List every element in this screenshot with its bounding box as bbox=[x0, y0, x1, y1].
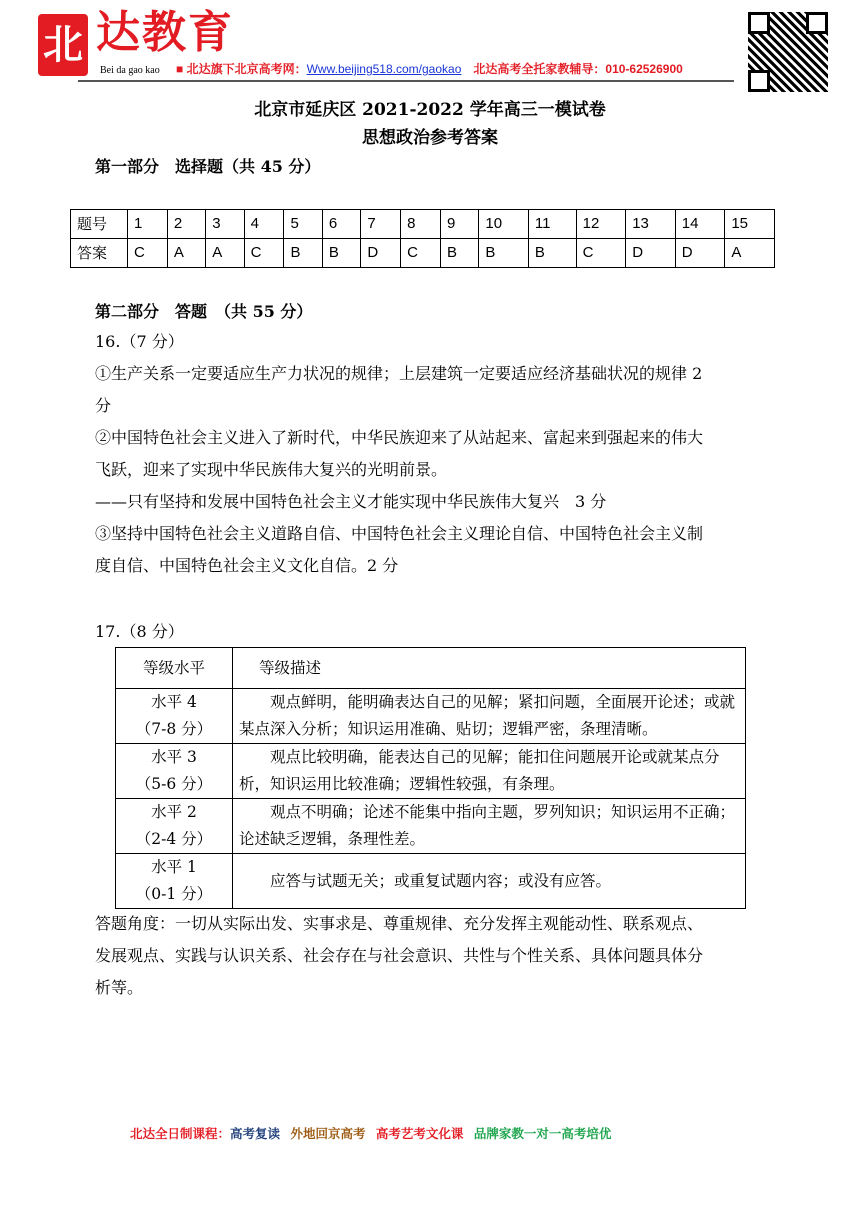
question-number: 14 bbox=[675, 210, 725, 239]
answer-angle bbox=[95, 913, 795, 999]
table-row bbox=[116, 744, 746, 799]
answer-line: 分 bbox=[95, 396, 112, 415]
answer-cell: B bbox=[440, 239, 478, 268]
qr-code bbox=[748, 12, 828, 92]
logo-name: 达教育 bbox=[96, 7, 234, 58]
description-cell: 应答与试题无关；或重复试题内容；或没有应答。 bbox=[233, 854, 746, 909]
answer-cell: D bbox=[675, 239, 725, 268]
answer-cell: D bbox=[361, 239, 401, 268]
level: 水平 1 bbox=[151, 858, 197, 876]
answer-cell: C bbox=[128, 239, 168, 268]
answer-angle-line: 发展观点、实践与认识关系、社会存在与社会意识、共性与个性关系、具体问题具体分 bbox=[95, 946, 704, 965]
question-number: 7 bbox=[361, 210, 401, 239]
q17-heading: 17.（8 分） bbox=[95, 622, 184, 641]
description-cell: 观点比较明确，能表达自己的见解；能扣住问题展开论或就某点分析，知识运用比较准确；逻辑性较强，有条理。 bbox=[233, 744, 746, 799]
q16-section bbox=[95, 331, 703, 587]
table-row: 答案 C A A C B B D C B B B C D D A bbox=[71, 239, 775, 268]
question-number: 15 bbox=[725, 210, 775, 239]
table-row bbox=[116, 799, 746, 854]
answer-line: ②中国特色社会主义进入了新时代，中华民族迎来了从站起来、富起来到强起来的伟大 bbox=[95, 428, 704, 447]
score-range: （7-8 分） bbox=[135, 720, 213, 738]
answer-line: 飞跃，迎来了实现中华民族伟大复兴的光明前景。 bbox=[95, 460, 448, 479]
question-number: 12 bbox=[576, 210, 626, 239]
question-number: 8 bbox=[401, 210, 441, 239]
question-number: 9 bbox=[440, 210, 478, 239]
question-number: 2 bbox=[167, 210, 205, 239]
answer-cell: B bbox=[284, 239, 322, 268]
q17-section bbox=[95, 621, 795, 1009]
choice-answer-table bbox=[70, 209, 775, 268]
level-cell bbox=[116, 689, 233, 744]
level-cell bbox=[116, 854, 233, 909]
answer-line: ①生产关系一定要适应生产力状况的规律；上层建筑一定要适应经济基础状况的规律 2 bbox=[95, 364, 703, 383]
answer-cell: A bbox=[206, 239, 244, 268]
table-row: 题号 1 2 3 4 5 6 7 8 9 10 11 12 13 14 15 bbox=[71, 210, 775, 239]
score-range: （2-4 分） bbox=[135, 830, 213, 848]
question-number: 10 bbox=[479, 210, 529, 239]
part1-heading: 第一部分 选择题（共 45 分） bbox=[95, 157, 321, 176]
answer-line: 度自信、中国特色社会主义文化自信。2 分 bbox=[95, 556, 399, 575]
answer-angle-line: 答题角度：一切从实际出发、实事求是、尊重规律、充分发挥主观能动性、联系观点、 bbox=[95, 914, 704, 933]
question-number: 6 bbox=[322, 210, 360, 239]
question-number: 5 bbox=[284, 210, 322, 239]
site-link[interactable]: Www.beijing518.com/gaokao bbox=[306, 62, 462, 76]
footer: 北达全日制课程：高考复读 外地回京高考 高考艺考文化课 品牌家教一对一高考培优 bbox=[130, 1127, 612, 1141]
score-range: （5-6 分） bbox=[135, 775, 213, 793]
score-range: （0-1 分） bbox=[135, 885, 213, 903]
question-number: 13 bbox=[626, 210, 676, 239]
part2-heading: 第二部分 答题 （共 55 分） bbox=[95, 302, 313, 321]
answer-line: ③坚持中国特色社会主义道路自信、中国特色社会主义理论自信、中国特色社会主义制 bbox=[95, 524, 704, 543]
answer-cell: B bbox=[479, 239, 529, 268]
logo-mark: 北 bbox=[38, 14, 88, 76]
question-number: 3 bbox=[206, 210, 244, 239]
answer-cell: B bbox=[528, 239, 576, 268]
level-cell bbox=[116, 799, 233, 854]
level-cell bbox=[116, 744, 233, 799]
page-subtitle: 思想政治参考答案 bbox=[362, 128, 498, 148]
question-number: 11 bbox=[528, 210, 576, 239]
answer-cell: C bbox=[244, 239, 284, 268]
description-cell: 观点不明确；论述不能集中指向主题，罗列知识；知识运用不正确；论述缺乏逻辑，条理性差。 bbox=[233, 799, 746, 854]
q16-heading: 16.（7 分） bbox=[95, 332, 184, 351]
question-number: 1 bbox=[128, 210, 168, 239]
header-rule bbox=[78, 80, 734, 82]
level: 水平 3 bbox=[151, 748, 197, 766]
answer-cell: A bbox=[725, 239, 775, 268]
logo-subtitle: Bei da gao kao bbox=[100, 65, 160, 76]
grading-table bbox=[115, 647, 746, 909]
table-row bbox=[116, 689, 746, 744]
answer-cell: A bbox=[167, 239, 205, 268]
answer-cell: C bbox=[401, 239, 441, 268]
answer-angle-line: 析等。 bbox=[95, 978, 144, 997]
answer-cell: B bbox=[322, 239, 360, 268]
answer-cell: C bbox=[576, 239, 626, 268]
table-row: 等级水平 等级描述 bbox=[116, 648, 746, 689]
question-number: 4 bbox=[244, 210, 284, 239]
table-row bbox=[116, 854, 746, 909]
answer-cell: D bbox=[626, 239, 676, 268]
header-site: ■ 北达旗下北京高考网：Www.beijing518.com/gaokao 北达高考全托家教辅导：010-62526900 bbox=[176, 62, 683, 76]
description-cell: 观点鲜明，能明确表达自己的见解；紧扣问题，全面展开论述；或就某点深入分析；知识运用准确、贴切；逻辑严密，条理清晰。 bbox=[233, 689, 746, 744]
level: 水平 4 bbox=[151, 693, 197, 711]
answer-line: ——只有坚持和发展中国特色社会主义才能实现中华民族伟大复兴 3 分 bbox=[95, 492, 607, 511]
page-title: 北京市延庆区 2021-2022 学年高三一模试卷 bbox=[254, 100, 606, 120]
level: 水平 2 bbox=[151, 803, 197, 821]
